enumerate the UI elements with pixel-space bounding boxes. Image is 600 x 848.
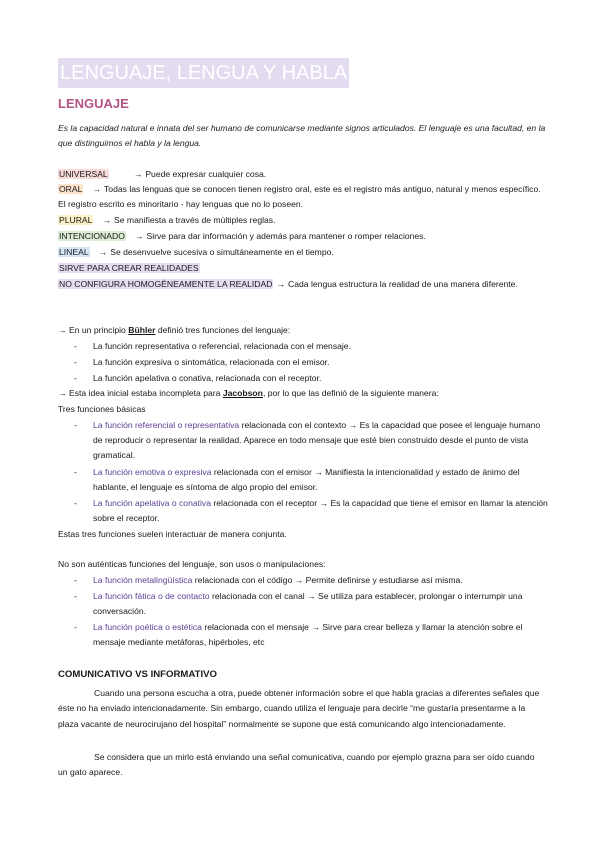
property-plural [58, 213, 548, 228]
function-desc: relacionada con el receptor → Es la capacidad que tiene el emisor en llamar la atención sobre el receptor. [93, 498, 548, 523]
dash-bullet: - [74, 591, 77, 601]
usos-heading: No son auténticas funciones del lenguaje, son usos o manipulaciones: [58, 559, 326, 569]
arrow: → [98, 247, 108, 257]
dash-bullet: - [74, 341, 77, 351]
function-name: La función apelativa o conativa [93, 498, 212, 508]
paragraph-1: Cuando una persona escucha a otra, puede obtener información sobre el que habla gracias a diferentes señales que éste no ha enviado intencionadamente. Sin embargo, cuando utiliza el lenguaje para decirle “me gustaría presentarme a la plaza vacante de neurocirujano del hospital” normalmente se supone que está comunicando algo intencionadamente. [58, 688, 540, 729]
jakobson-name: Jacobson [222, 388, 263, 398]
dash-bullet: - [74, 467, 77, 477]
desc-no-configura: Cada lengua estructura la realidad de una manera diferente. [288, 279, 518, 289]
jakobson-heading: Tres funciones básicas [58, 404, 146, 414]
section-heading-comunicativo: COMUNICATIVO VS INFORMATIVO [58, 669, 218, 680]
term-oral: ORAL [59, 184, 83, 194]
term-plural: PLURAL [59, 215, 93, 225]
arrow: → [134, 231, 144, 241]
term-no-configura: NO CONFIGURA HOMOGÉNEAMENTE LA REALIDAD [59, 279, 273, 289]
arrow: → [276, 279, 286, 289]
desc-plural: Se manifiesta a través de múltiples reglas. [114, 215, 276, 225]
function-name: La función poética o estética [93, 622, 202, 632]
function-desc: relacionada con el emisor → Manifiesta la intencionalidad y estado de ánimo del hablante, el lenguaje es síntoma de algo propio del emisor. [93, 467, 520, 492]
jakobson-suffix: , por lo que las definió de la siguiente manera: [262, 388, 439, 398]
function-desc: relacionada con el código → Permite definirse y estudiarse así misma. [194, 575, 463, 585]
term-intencionado: INTENCIONADO [59, 231, 125, 241]
function-name: La función emotiva o expresiva [93, 467, 212, 477]
dash-bullet: - [74, 622, 77, 632]
function-desc: relacionada con el mensaje → Sirve para crear belleza y llamar la atención sobre el mensaje mediante metáforas, hipérboles, etc [93, 622, 523, 647]
jakobson-intro [58, 386, 548, 401]
dash-bullet: - [74, 373, 77, 383]
dash-bullet: - [74, 357, 77, 367]
function-name: La función metalingüística [93, 575, 193, 585]
arrow: → [133, 169, 143, 179]
arrow: → [102, 215, 112, 225]
page-title: LENGUAJE, LENGUA Y HABLA [58, 58, 349, 88]
function-desc: relacionada con el canal → Se utiliza para establecer, prolongar o interrumpir una conversación. [93, 591, 523, 616]
property-sirve [58, 261, 548, 276]
paragraph-2: Se considera que un mirlo está enviando una señal comunicativa, cuando por ejemplo grazna para ser oído cuando un gato aparece. [58, 752, 535, 778]
list-item-text [93, 496, 548, 526]
dash-bullet: - [74, 420, 77, 430]
property-lineal [58, 245, 548, 260]
function-desc: relacionada con el contexto → Es la capacidad que posee el lenguaje humano de reproducir o representar la realidad. Aparece en todo mensaje que esté bien construido desde el punto de vista gramatical. [93, 420, 541, 460]
function-name: La función referencial o representativa [93, 420, 240, 430]
property-intencionado [58, 229, 548, 244]
list-item-text [93, 573, 548, 588]
term-lineal: LINEAL [59, 247, 89, 257]
dash-bullet: - [74, 498, 77, 508]
list-item-text [93, 589, 548, 619]
buhler-intro [58, 323, 548, 338]
list-item-text [93, 418, 548, 463]
desc-universal: Puede expresar cualquier cosa. [145, 169, 267, 179]
desc-intencionado: Sirve para dar información y además para mantener o romper relaciones. [146, 231, 426, 241]
desc-oral: Todas las lenguas que se conocen tienen registro oral, este es el registro más antiguo, natural y menos específico. El registro escrito es minoritario - hay lenguas que no lo poseen. [58, 184, 541, 209]
buhler-suffix: definió tres funciones del lenguaje: [157, 325, 291, 335]
jakobson-prefix: → Esta idea inicial estaba incompleta para [58, 388, 221, 398]
term-sirve: SIRVE PARA CREAR REALIDADES [59, 263, 199, 273]
intro-paragraph: Es la capacidad natural e innata del ser humano de comunicarse mediante signos articulados. El lenguaje es una facultad, en la que distinguimos el habla y la lengua. [58, 123, 546, 148]
list-item-text: La función representativa o referencial, relacionada con el mensaje. [93, 341, 351, 351]
list-item-text: La función apelativa o conativa, relacionada con el receptor. [93, 373, 322, 383]
property-universal [58, 167, 548, 182]
buhler-name: Bühler [128, 325, 156, 335]
buhler-prefix: → En un principio [58, 325, 126, 335]
function-name: La función fática o de contacto [93, 591, 210, 601]
term-universal: UNIVERSAL [59, 169, 108, 179]
list-item-text [93, 620, 548, 650]
dash-bullet: - [74, 575, 77, 585]
property-no-configura [58, 277, 548, 292]
list-item-text: La función expresiva o sintomática, relacionada con el emisor. [93, 357, 330, 367]
property-oral [58, 182, 548, 212]
jakobson-closing: Estas tres funciones suelen interactuar de manera conjunta. [58, 529, 287, 539]
desc-lineal: Se desenvuelve sucesiva o simultáneamente en el tiempo. [110, 247, 334, 257]
arrow: → [92, 184, 101, 194]
list-item-text [93, 465, 548, 495]
section-heading-lenguaje: LENGUAJE [58, 96, 129, 111]
